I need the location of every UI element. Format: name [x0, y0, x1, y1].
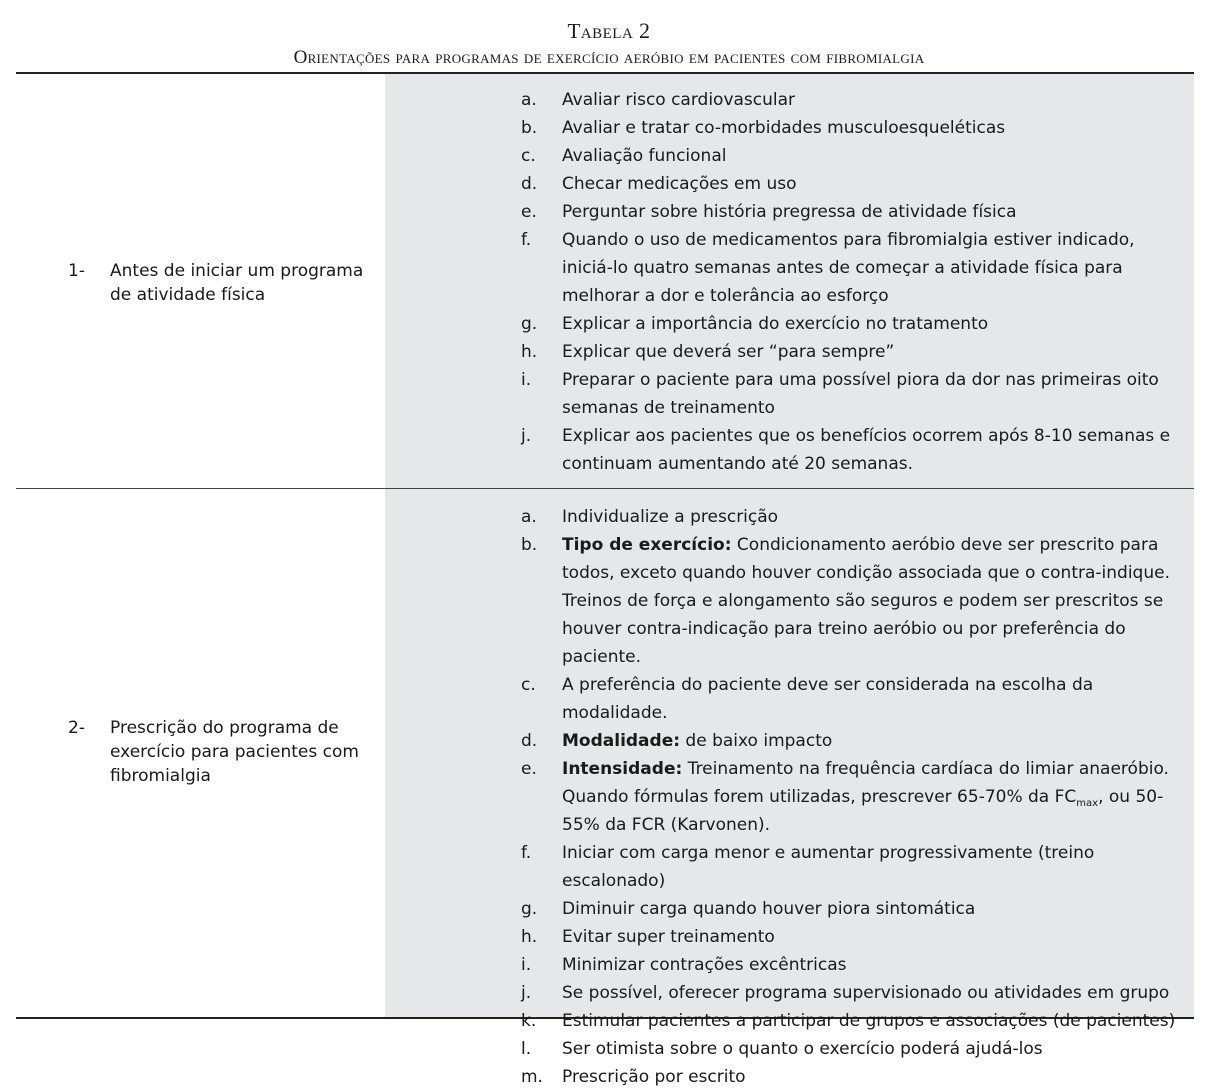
section-2-items — [519, 503, 1189, 1091]
list-item: g. Diminuir carga quando houver piora sintomática — [521, 899, 976, 919]
list-item: j. Se possível, oferecer programa supervisionado ou atividades em grupo — [521, 983, 1170, 1003]
section-1-title: Antes de iniciar um programa de atividade física — [110, 261, 364, 305]
list-item: h. Explicar que deverá ser “para sempre” — [521, 342, 895, 362]
list-item: e. Intensidade: Treinamento na frequência cardíaca do limiar anaeróbio. Quando fórmulas forem utilizadas, prescrever 65-70% da $FC_{max}$, ou 50-55% da FCR (Karvonen). — [521, 759, 1169, 835]
section-divider — [16, 488, 1194, 489]
list-item: j. Explicar aos pacientes que os benefícios ocorrem após 8-10 semanas e continuam aumentando até 20 semanas. — [521, 426, 1171, 474]
list-item: d. Modalidade: de baixo impacto — [521, 731, 833, 751]
list-item: c. A preferência do paciente deve ser considerada na escolha da modalidade. — [521, 675, 1094, 723]
top-rule — [16, 72, 1194, 74]
list-item: b. Tipo de exercício: Condicionamento aeróbio deve ser prescrito para todos, exceto quando houver condição associada que o contra-indique. Treinos de força e alongamento são seguros e podem ser prescritos se houver contra-indicação para treino aeróbio ou por preferência do paciente. — [521, 535, 1170, 667]
list-item: b. Avaliar e tratar co-morbidades musculoesqueléticas — [521, 118, 1006, 138]
section-2-title: Prescrição do programa de exercício para pacientes com fibromialgia — [110, 718, 359, 786]
item-keyword: Tipo de exercício: — [562, 535, 732, 555]
list-item: a. Avaliar risco cardiovascular — [521, 90, 796, 110]
list-item: i. Minimizar contrações excêntricas — [521, 955, 847, 975]
list-item: f. Iniciar com carga menor e aumentar progressivamente (treino escalonado) — [521, 843, 1095, 891]
list-item: c. Avaliação funcional — [521, 146, 727, 166]
list-item: e. Perguntar sobre história pregressa de atividade física — [521, 202, 1017, 222]
list-item: g. Explicar a importância do exercício no tratamento — [521, 314, 989, 334]
subscript: max — [1076, 798, 1099, 809]
list-item: i. Preparar o paciente para uma possível piora da dor nas primeiras oito semanas de treinamento — [521, 370, 1159, 418]
list-item: f. Quando o uso de medicamentos para fibromialgia estiver indicado, iniciá-lo quatro semanas antes de começar a atividade física para melhorar a dor e tolerância ao esforço — [521, 230, 1135, 306]
list-item: m. Prescrição por escrito — [521, 1067, 746, 1087]
section-1-number: 1- — [68, 261, 85, 281]
list-item: a. Individualize a prescrição — [521, 507, 779, 527]
table-title-word: Tabela — [567, 19, 634, 43]
list-item: k. Estimular pacientes a participar de grupos e associações (de pacientes) — [521, 1011, 1176, 1031]
item-keyword: Intensidade: — [562, 759, 683, 779]
list-item: h. Evitar super treinamento — [521, 927, 775, 947]
table-number: 2 — [639, 18, 651, 43]
item-keyword: Modalidade: — [562, 731, 681, 751]
table-title — [0, 18, 1218, 44]
section-1-items — [519, 86, 1189, 478]
section-2-number: 2- — [68, 718, 85, 738]
table-subtitle: Orientações para programas de exercício aeróbio em pacientes com fibromialgia — [293, 47, 925, 68]
list-item: l. Ser otimista sobre o quanto o exercício poderá ajudá-los — [521, 1039, 1043, 1059]
list-item: d. Checar medicações em uso — [521, 174, 797, 194]
